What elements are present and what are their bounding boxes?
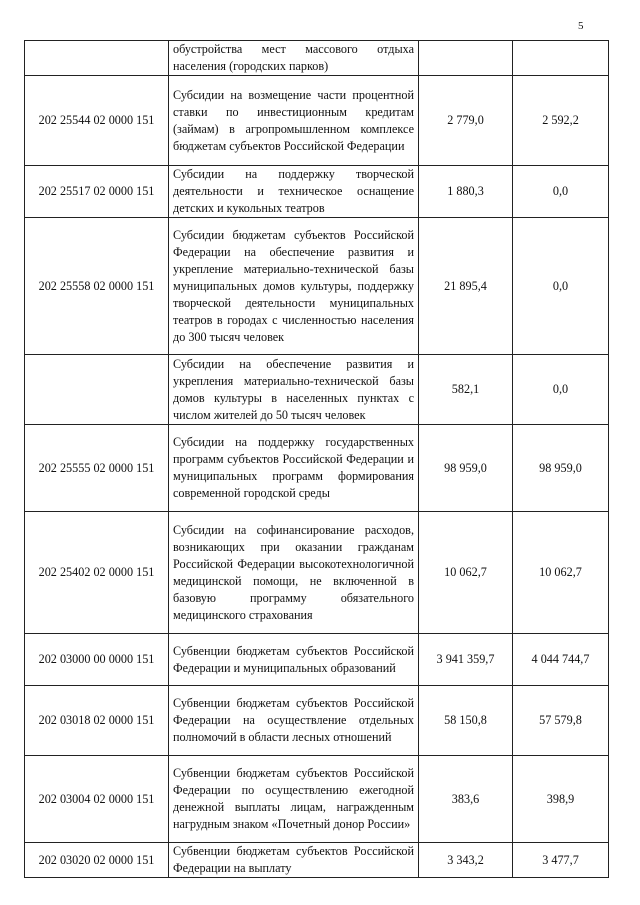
value-year-2-cell: 0,0: [513, 355, 609, 425]
value-year-1-cell: 1 880,3: [419, 166, 513, 218]
description-cell: Субвенции бюджетам субъектов Российской Федерации и муниципальных образований: [169, 634, 419, 686]
budget-code-cell: 202 03018 02 0000 151: [25, 686, 169, 756]
budget-code-cell: 202 25544 02 0000 151: [25, 76, 169, 166]
value-year-2-cell: 57 579,8: [513, 686, 609, 756]
budget-code-cell: 202 03020 02 0000 151: [25, 843, 169, 878]
value-year-1-cell: 10 062,7: [419, 512, 513, 634]
value-year-2-cell: 0,0: [513, 218, 609, 355]
value-year-1-cell: 58 150,8: [419, 686, 513, 756]
value-year-2-cell: 398,9: [513, 756, 609, 843]
description-cell: Субсидии на поддержку творческой деятельности и техническое оснащение детских и кукольных театров: [169, 166, 419, 218]
value-year-1-cell: [419, 41, 513, 76]
budget-code-cell: 202 25517 02 0000 151: [25, 166, 169, 218]
value-year-2-cell: 3 477,7: [513, 843, 609, 878]
value-year-1-cell: 2 779,0: [419, 76, 513, 166]
value-year-2-cell: 10 062,7: [513, 512, 609, 634]
table-row: [25, 425, 609, 512]
value-year-1-cell: 3 343,2: [419, 843, 513, 878]
table-row: [25, 355, 609, 425]
description-cell: Субвенции бюджетам субъектов Российской Федерации на выплату: [169, 843, 419, 878]
value-year-1-cell: 582,1: [419, 355, 513, 425]
budget-code-cell: 202 25402 02 0000 151: [25, 512, 169, 634]
description-cell: Субсидии бюджетам субъектов Российской Федерации на обеспечение развития и укрепление материально-технической базы муниципальных домов культуры, поддержку творческой деятельности муниципальных театров в городах с численностью населения до 300 тысяч человек: [169, 218, 419, 355]
budget-code-cell: 202 03004 02 0000 151: [25, 756, 169, 843]
value-year-2-cell: 0,0: [513, 166, 609, 218]
value-year-1-cell: 383,6: [419, 756, 513, 843]
description-cell: Субвенции бюджетам субъектов Российской Федерации на осуществление отдельных полномочий в области лесных отношений: [169, 686, 419, 756]
description-cell: Субвенции бюджетам субъектов Российской Федерации по осуществлению ежегодной денежной выплаты лицам, награжденным нагрудным знаком «Почетный донор России»: [169, 756, 419, 843]
table-row: [25, 76, 609, 166]
description-cell: Субсидии на софинансирование расходов, возникающих при оказании гражданам Российской Федерации высокотехнологичной медицинской помощи, не включенной в базовую программу обязательного медицинского страхования: [169, 512, 419, 634]
budget-code-cell: [25, 41, 169, 76]
description-cell: Субсидии на поддержку государственных программ субъектов Российской Федерации и муниципальных программ формирования современной городской среды: [169, 425, 419, 512]
budget-code-cell: 202 25555 02 0000 151: [25, 425, 169, 512]
value-year-1-cell: 21 895,4: [419, 218, 513, 355]
description-cell: Субсидии на возмещение части процентной ставки по инвестиционным кредитам (займам) в агропромышленном комплексе бюджетам субъектов Российской Федерации: [169, 76, 419, 166]
value-year-2-cell: 98 959,0: [513, 425, 609, 512]
value-year-2-cell: 2 592,2: [513, 76, 609, 166]
value-year-2-cell: 4 044 744,7: [513, 634, 609, 686]
description-cell: Субсидии на обеспечение развития и укрепления материально-технической базы домов культуры в населенных пунктах с числом жителей до 50 тысяч человек: [169, 355, 419, 425]
budget-code-cell: [25, 355, 169, 425]
table-row: [25, 218, 609, 355]
table-row: [25, 41, 609, 76]
table-row: [25, 843, 609, 878]
page-number: 5: [578, 20, 584, 32]
value-year-2-cell: [513, 41, 609, 76]
table-row: [25, 512, 609, 634]
budget-code-cell: 202 25558 02 0000 151: [25, 218, 169, 355]
description-cell: обустройства мест массового отдыха населения (городских парков): [169, 41, 419, 76]
table-row: [25, 686, 609, 756]
table-row: [25, 634, 609, 686]
table-row: [25, 166, 609, 218]
value-year-1-cell: 98 959,0: [419, 425, 513, 512]
budget-table: [24, 40, 609, 878]
budget-code-cell: 202 03000 00 0000 151: [25, 634, 169, 686]
table-row: [25, 756, 609, 843]
value-year-1-cell: 3 941 359,7: [419, 634, 513, 686]
